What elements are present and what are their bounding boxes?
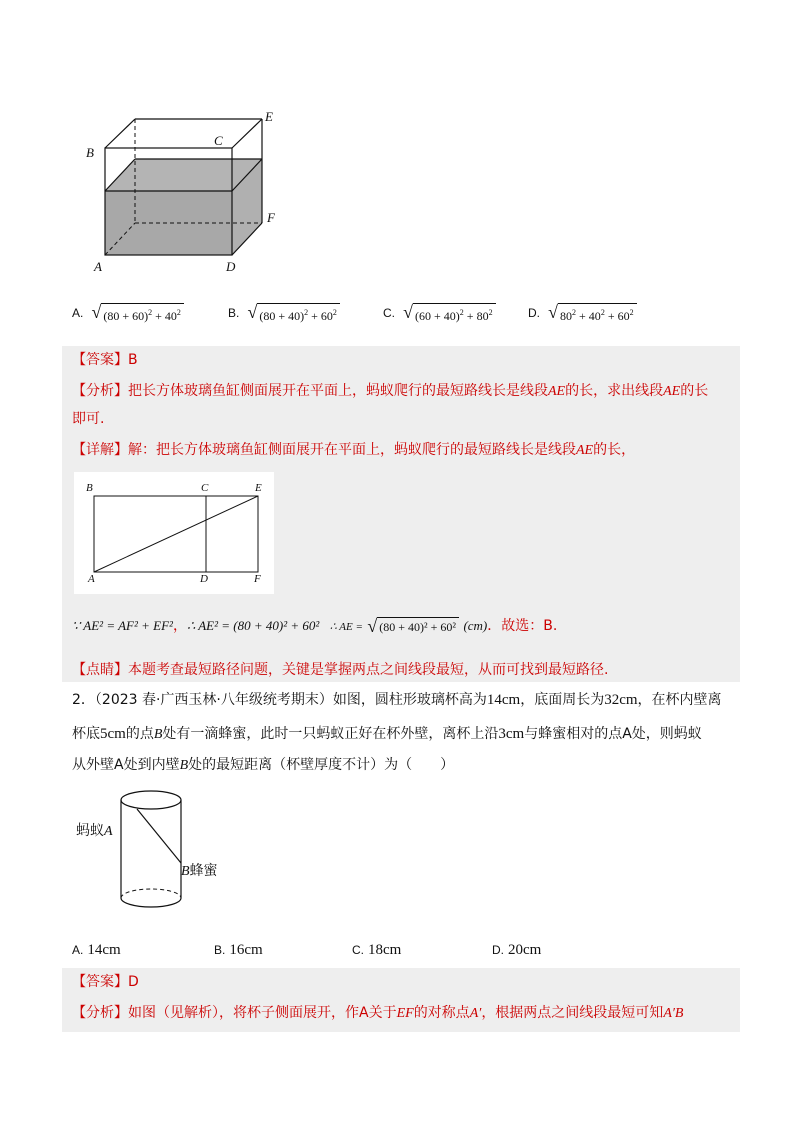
- q1-answer-line: [72, 348, 732, 372]
- q1-option-a[interactable]: A. √ $(80 + 60)^2 + 40^2$: [72, 303, 184, 324]
- segment-ae: AE: [576, 443, 594, 458]
- formula-ae-squared: ∴ AE² = (80 + 40)² + 60²: [186, 618, 320, 633]
- sqrt-body: (80 + 40)² + 60²: [377, 617, 459, 635]
- point-a: A: [622, 726, 632, 742]
- option-value: 20cm: [508, 942, 542, 958]
- expr: (80 + 40): [259, 309, 305, 323]
- analysis-text: 的对称点: [413, 1005, 470, 1021]
- q1-analysis-cont: [72, 407, 732, 431]
- cuboid-figure: [80, 105, 290, 285]
- sup: 2: [488, 308, 493, 317]
- stem-text: ，底面周长为: [520, 692, 605, 708]
- segment-ae: AE: [548, 384, 566, 399]
- detail-tag: 【详解】: [72, 442, 128, 458]
- q1-option-c[interactable]: C. √ $(60 + 40)^2 + 80^2$: [383, 303, 496, 324]
- q2-analysis: [72, 1001, 732, 1026]
- option-letter: B.: [228, 306, 240, 320]
- analysis-text: ，根据两点之间线段最短可知: [481, 1005, 664, 1021]
- q2-stem-line2: [72, 722, 732, 747]
- q2-option-a[interactable]: [72, 942, 121, 959]
- label-c: C: [201, 482, 209, 494]
- point-a: A: [104, 824, 113, 839]
- answer-tag: 【答案】: [72, 974, 128, 990]
- sup: 2: [332, 308, 337, 317]
- stem-text: 从外壁: [72, 757, 114, 773]
- point-tag: 【点睛】: [72, 662, 128, 678]
- distance-5cm: 5cm: [100, 726, 126, 742]
- sup: 2: [176, 308, 181, 317]
- sup: 2: [459, 308, 464, 317]
- point-a-prime: A′: [469, 1006, 482, 1021]
- expr: + 80: [463, 309, 489, 323]
- q1-analysis: [72, 379, 732, 404]
- point-text: 本题考查最短路径问题，关键是掌握两点之间线段最短，从而可找到最短路径.: [128, 662, 609, 678]
- sup: 2: [600, 308, 605, 317]
- segment-ef: EF: [396, 1006, 414, 1021]
- bee-label: [181, 860, 218, 880]
- cuboid-drawing: [80, 105, 290, 285]
- unfolded-drawing: [74, 472, 274, 594]
- choose-text: ．故选：B.: [487, 618, 558, 634]
- comma: ，: [172, 618, 187, 634]
- point-b: B: [179, 758, 189, 773]
- ant-text: 蚂蚁: [76, 823, 104, 839]
- answer-value: B: [128, 352, 138, 368]
- q1-detail: [72, 438, 732, 463]
- label-b: B: [86, 145, 94, 160]
- detail-text: 的长，: [593, 442, 636, 458]
- option-letter: D.: [528, 306, 540, 320]
- segment-ae: AE: [663, 384, 681, 399]
- expr: + 60: [604, 309, 630, 323]
- expr: (80 + 60): [103, 309, 149, 323]
- cylinder-drawing: [76, 786, 256, 916]
- q2-stem-line1: [72, 688, 732, 712]
- sup: 2: [148, 308, 153, 317]
- label-d: D: [226, 259, 236, 274]
- stem-text: 处的最短距离（杯壁厚度不计）为（ ）: [188, 757, 455, 773]
- analysis-tag: 【分析】: [72, 1005, 128, 1021]
- stem-text: 处到内壁: [123, 757, 180, 773]
- q1-option-d[interactable]: D. √ $80^2 + 40^2 + 60^2$: [528, 303, 637, 324]
- answer-tag: 【答案】: [72, 352, 128, 368]
- option-letter: C.: [352, 943, 364, 957]
- option-letter: D.: [492, 943, 504, 957]
- formula-pythagoras: ∵ AE² = AF² + EF²: [72, 618, 173, 633]
- bee-text: 蜂蜜: [189, 863, 218, 879]
- option-value: 16cm: [229, 942, 263, 958]
- expr: 80: [560, 309, 573, 323]
- label-e: E: [255, 482, 262, 494]
- expr: + 60: [308, 309, 333, 323]
- point-b: B: [153, 727, 163, 742]
- option-letter: A.: [72, 943, 84, 957]
- q1-option-b[interactable]: B. √ $(80 + 40)^2 + 60^2$: [228, 303, 340, 324]
- option-letter: B.: [214, 943, 226, 957]
- analysis-text: 把长方体玻璃鱼缸侧面展开在平面上，蚂蚁爬行的最短路线长是线段: [128, 383, 548, 399]
- option-letter: C.: [383, 306, 395, 320]
- q2-option-d[interactable]: [492, 942, 541, 959]
- stem-text: 2．（2023 春·广西玉林·八年级统考期末）如图，圆柱形玻璃杯高为: [72, 692, 487, 708]
- height-value: 14cm: [486, 692, 521, 708]
- unfolded-figure: [74, 472, 274, 594]
- q2-stem-line3: [72, 753, 732, 778]
- q2-option-b[interactable]: [214, 942, 263, 959]
- expr: + 40: [152, 309, 177, 323]
- analysis-text: 如图（见解析），将杯子侧面展开，作: [128, 1005, 359, 1021]
- stem-text: 的点: [125, 726, 154, 742]
- analysis-text: 关于: [368, 1005, 397, 1021]
- q1-point: [72, 658, 732, 682]
- circumference-value: 32cm: [604, 692, 638, 708]
- q2-option-c[interactable]: [352, 942, 401, 959]
- label-a: A: [88, 573, 95, 585]
- sup: 2: [572, 308, 577, 317]
- stem-text: 与蜂蜜相对的点: [524, 726, 623, 742]
- q1-formula-line: [72, 614, 732, 639]
- analysis-text: 的长，求出线段: [565, 383, 664, 399]
- label-d: D: [200, 573, 208, 585]
- analysis-text: 即可.: [72, 411, 105, 427]
- stem-text: ，在杯内壁离: [637, 692, 722, 708]
- label-b: B: [86, 482, 93, 494]
- analysis-text: 的长: [680, 383, 709, 399]
- option-value: 18cm: [368, 942, 402, 958]
- answer-value: D: [128, 974, 139, 990]
- label-f: F: [254, 573, 261, 585]
- detail-text: 解：把长方体玻璃鱼缸侧面展开在平面上，蚂蚁爬行的最短路线长是线段: [128, 442, 576, 458]
- sup: 2: [629, 308, 634, 317]
- expr: (60 + 40): [415, 309, 460, 323]
- label-f: F: [267, 210, 275, 225]
- expr: + 40: [576, 309, 601, 323]
- unit-cm: (cm): [463, 618, 488, 633]
- label-e: E: [265, 109, 273, 124]
- label-a: A: [94, 259, 102, 274]
- q2-answer-line: [72, 970, 732, 994]
- point-a: A: [114, 757, 124, 773]
- ant-label: [76, 820, 113, 840]
- label-c: C: [214, 133, 223, 148]
- point-a: A: [359, 1005, 369, 1021]
- stem-text: 处，则蚂蚁: [631, 726, 702, 742]
- formula-ae-sqrt: √ (80 + 40)² + 60²: [367, 617, 459, 635]
- sup: 2: [304, 308, 309, 317]
- formula-ae: ∴ AE =: [329, 621, 363, 633]
- option-letter: A.: [72, 306, 84, 320]
- segment-a-prime-b: A′B: [663, 1006, 684, 1021]
- point-b: B: [181, 864, 190, 879]
- stem-text: 杯底: [72, 726, 100, 742]
- stem-text: 处有一滴蜂蜜，此时一只蚂蚁正好在杯外壁，离杯上沿: [162, 726, 499, 742]
- option-value: 14cm: [87, 942, 121, 958]
- analysis-tag: 【分析】: [72, 383, 128, 399]
- distance-3cm: 3cm: [498, 726, 525, 742]
- cylinder-figure: [76, 786, 256, 916]
